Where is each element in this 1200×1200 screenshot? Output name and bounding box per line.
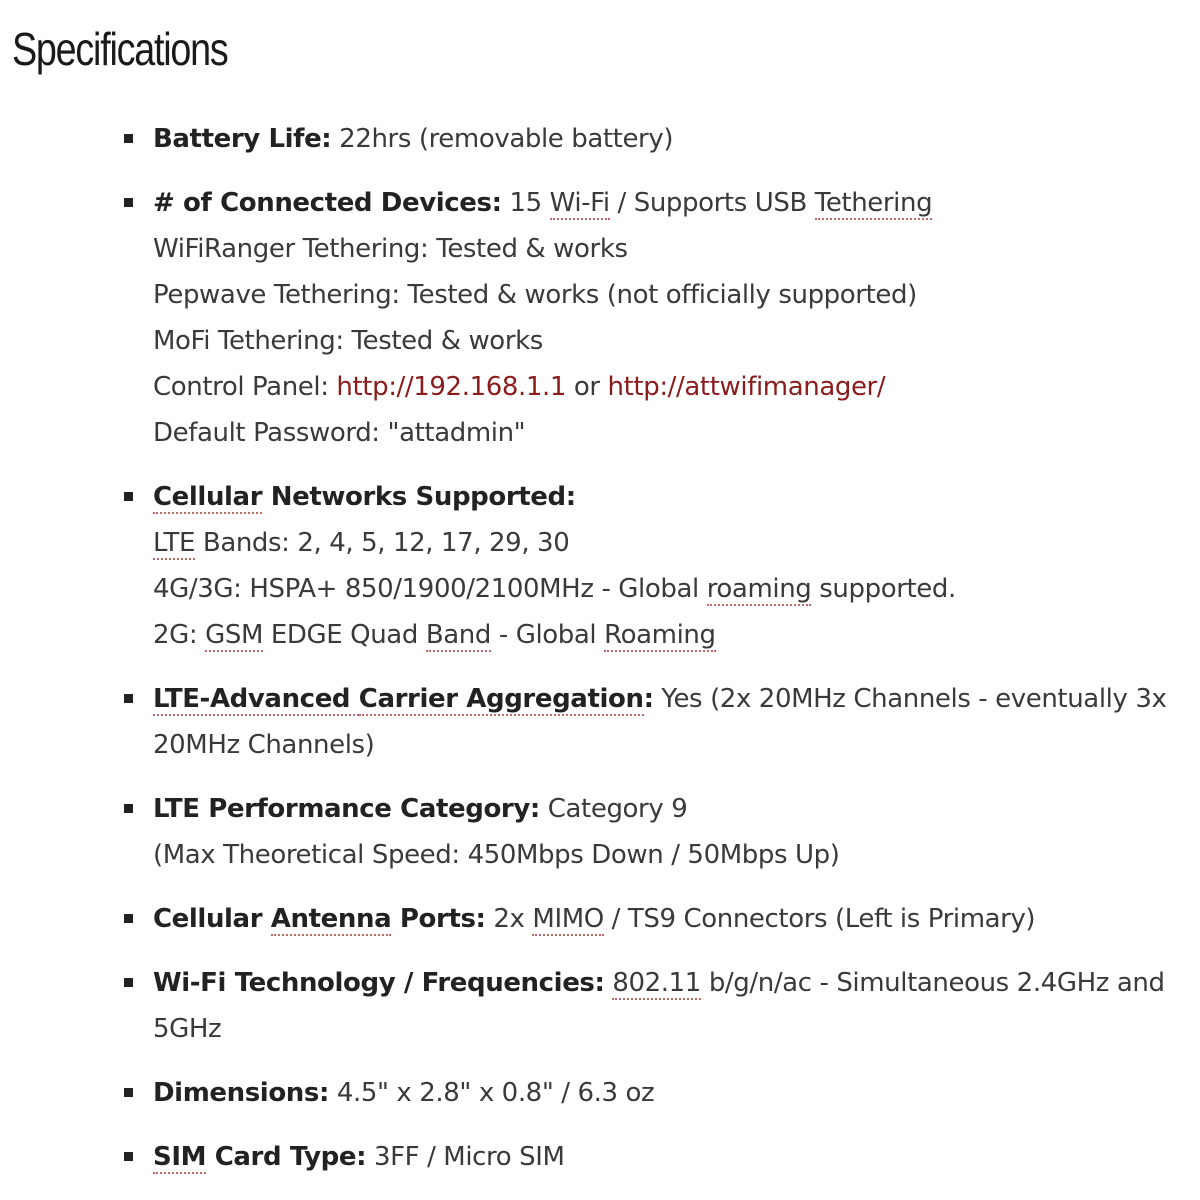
spec-value: 22hrs (removable battery): [331, 124, 674, 154]
spec-value: 3FF / Micro SIM: [366, 1142, 565, 1172]
glossary-term-lte[interactable]: LTE: [153, 528, 196, 558]
control-panel-ip-link[interactable]: http://192.168.1.1: [336, 372, 567, 402]
spec-label: # of Connected Devices:: [153, 188, 502, 218]
spec-line: [153, 566, 1180, 612]
spec-list: [0, 116, 1200, 1198]
spec-antenna-ports: [0, 896, 1200, 942]
spec-value: 4.5" x 2.8" x 0.8" / 6.3 oz: [328, 1078, 655, 1108]
spec-value: / TS9 Connectors (Left is Primary): [603, 904, 1036, 934]
page-title: Specifications: [12, 23, 228, 75]
spec-lte-performance: [0, 786, 1200, 878]
spec-line: Default Password: "attadmin": [153, 418, 526, 448]
bullet-icon: [124, 492, 133, 501]
spec-value: b/g/n/ac - Simultaneous 2.4GHz and 5GHz: [153, 968, 1165, 1044]
spec-value: Category 9: [539, 794, 688, 824]
spec-line: Pepwave Tethering: Tested & works (not officially supported): [153, 280, 917, 310]
spec-line: [153, 180, 1180, 226]
bullet-icon: [124, 978, 133, 987]
glossary-term-roaming[interactable]: roaming: [706, 574, 812, 604]
spec-line: [153, 520, 1180, 566]
spec-label: [153, 474, 1180, 520]
bullet-icon: [124, 914, 133, 923]
spec-label: LTE Performance Category:: [153, 794, 540, 824]
spec-value: / Supports USB: [609, 188, 815, 218]
spec-label-text: Card Type:: [206, 1142, 367, 1172]
spec-value: 15: [501, 188, 550, 218]
bullet-icon: [124, 694, 133, 703]
control-panel-manager-link[interactable]: http://attwifimanager/: [607, 372, 886, 402]
spec-value: - Global: [490, 620, 605, 650]
spec-dimensions: [0, 1070, 1200, 1116]
spec-line: (Max Theoretical Speed: 450Mbps Down / 50Mbps Up): [153, 840, 840, 870]
glossary-term-tethering[interactable]: Tethering: [814, 188, 933, 218]
bullet-icon: [124, 134, 133, 143]
control-panel-label: Control Panel:: [153, 372, 337, 402]
glossary-term-cellular[interactable]: Cellular: [153, 482, 263, 512]
glossary-term-sim[interactable]: SIM: [153, 1142, 207, 1172]
spec-label-text: Ports:: [391, 904, 486, 934]
spec-line: WiFiRanger Tethering: Tested & works: [153, 234, 628, 264]
spec-label: Battery Life:: [153, 124, 332, 154]
spec-line: MoFi Tethering: Tested & works: [153, 326, 543, 356]
spec-line: [153, 786, 1180, 832]
glossary-term-carrier-aggregation[interactable]: Carrier Aggregation: [358, 684, 644, 714]
spec-label: Wi-Fi Technology / Frequencies:: [153, 968, 605, 998]
bullet-icon: [124, 198, 133, 207]
spec-label: [153, 904, 486, 936]
bullet-icon: [124, 1088, 133, 1097]
spec-label-text: Networks Supported:: [262, 482, 576, 512]
spec-value: Yes (2x 20MHz Channels - eventually 3x 20MHz Channels): [153, 684, 1167, 760]
glossary-term-mimo[interactable]: MIMO: [532, 904, 604, 934]
spec-lte-advanced: [0, 676, 1200, 768]
spec-label-colon: :: [643, 684, 654, 714]
glossary-term-802-11[interactable]: 802.11: [612, 968, 701, 998]
glossary-term-lte-advanced[interactable]: LTE-Advanced: [153, 684, 359, 714]
spec-line: [153, 364, 1180, 410]
spec-line: [153, 612, 1180, 658]
glossary-term-roaming-2[interactable]: Roaming: [604, 620, 716, 650]
spec-wifi-technology: [0, 960, 1200, 1052]
spec-value: 4G/3G: HSPA+ 850/1900/2100MHz - Global: [153, 574, 707, 604]
glossary-term-gsm[interactable]: GSM: [205, 620, 264, 650]
spec-label: [153, 684, 654, 716]
spec-value: Bands: 2, 4, 5, 12, 17, 29, 30: [195, 528, 570, 558]
spec-label-text: Cellular: [153, 904, 271, 934]
spec-value: supported.: [811, 574, 956, 604]
spec-sim-card-type: [0, 1134, 1200, 1180]
spec-label: Dimensions:: [153, 1078, 329, 1108]
bullet-icon: [124, 804, 133, 813]
spec-label: [153, 1142, 366, 1174]
bullet-icon: [124, 1152, 133, 1161]
spec-value: EDGE Quad: [263, 620, 426, 650]
spec-connected-devices: [0, 180, 1200, 456]
glossary-term-band[interactable]: Band: [425, 620, 491, 650]
glossary-term-wifi[interactable]: Wi-Fi: [549, 188, 610, 218]
spec-value: 2x: [485, 904, 533, 934]
spec-value: 2G:: [153, 620, 206, 650]
glossary-term-antenna[interactable]: Antenna: [270, 904, 392, 934]
spec-battery-life: [0, 116, 1200, 162]
or-text: or: [566, 372, 608, 402]
spec-cellular-networks: [0, 474, 1200, 658]
